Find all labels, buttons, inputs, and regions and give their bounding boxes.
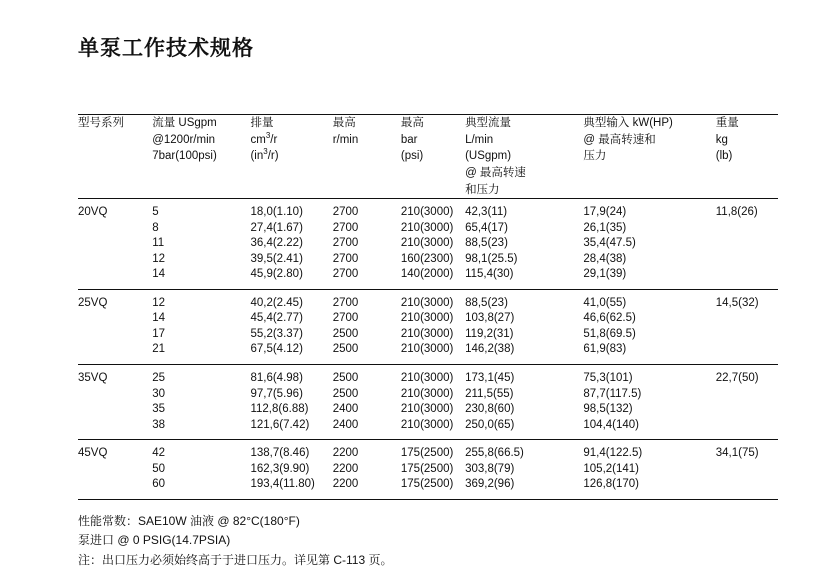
cell-model (78, 387, 152, 403)
cell-typical-input: 41,0(55) (583, 289, 715, 311)
cell-model (78, 477, 152, 499)
cell-displacement: 162,3(9.90) (250, 462, 310, 475)
cell-flow: 21 (152, 343, 165, 356)
cell-typical-flow: 146,2(38) (465, 343, 515, 356)
cell-typical-flow: 98,1(25.5) (465, 252, 518, 265)
cell-model: 45VQ (78, 440, 152, 462)
cell-max-bar: 210(3000) (401, 365, 465, 387)
cell-max-rpm: 2500 (332, 327, 359, 340)
cell-max-bar: 175(2500) (401, 440, 465, 462)
header-weight: 重量 kg (lb) (716, 115, 778, 199)
table-row (78, 342, 778, 364)
cell-max-rpm: 2700 (332, 252, 359, 265)
cell-typical-flow: 211,5(55) (465, 387, 514, 400)
cell-weight: 22,7(50) (716, 365, 778, 440)
cell-flow: 38 (152, 418, 165, 431)
cell-model (78, 311, 152, 327)
note-line: 性能常数：SAE10W 油液 @ 82°C(180°F) (78, 513, 300, 528)
cell-max-bar: 210(3000) (400, 327, 454, 340)
cell-typical-flow: 103,8(27) (465, 312, 515, 325)
table-body (78, 199, 778, 499)
table-row (78, 418, 778, 440)
cell-flow: 12 (152, 252, 165, 265)
cell-model (78, 418, 152, 440)
cell-max-rpm: 2400 (332, 403, 359, 416)
cell-typical-flow: 255,8(66.5) (465, 440, 583, 462)
cell-max-bar: 210(3000) (400, 237, 454, 250)
cell-max-bar: 175(2500) (400, 462, 454, 475)
cell-flow: 12 (152, 289, 250, 311)
table-header (78, 115, 778, 199)
table-row (78, 236, 778, 252)
cell-max-rpm: 2500 (332, 343, 359, 356)
cell-flow: 30 (152, 387, 165, 400)
cell-model: 25VQ (78, 289, 152, 311)
cell-weight: 11,8(26) (715, 206, 758, 219)
cell-flow: 42 (152, 440, 250, 462)
table-row (78, 221, 778, 237)
header-max-rpm: 最高 r/min (333, 115, 401, 199)
cell-flow: 25 (152, 365, 250, 387)
cell-weight: 14,5(32) (716, 289, 778, 364)
cell-max-rpm: 2500 (333, 365, 401, 387)
cell-typical-flow: 42,3(11) (465, 206, 508, 219)
cell-typical-flow: 303,8(79) (465, 462, 515, 475)
header-displacement: 排量 $cm^3/r$ $(in^3/r)$ (250, 115, 332, 199)
note-line: 注：出口压力必须始终高于于进口压力。详见第 C-113 页。 (78, 553, 393, 568)
cell-displacement: 97,7(5.96) (250, 387, 303, 400)
cell-typical-input: 98,5(132) (583, 403, 633, 416)
cell-max-bar: 210(3000) (400, 343, 454, 356)
cell-max-rpm: 2400 (332, 418, 359, 431)
table-row (78, 289, 778, 311)
cell-displacement: 39,5(2.41) (250, 252, 303, 265)
cell-max-rpm: 2700 (332, 268, 359, 281)
cell-typical-input: 29,1(39) (583, 268, 627, 281)
page-title: 单泵工作技术规格 (78, 37, 254, 60)
cell-max-bar: 210(3000) (401, 289, 465, 311)
table-row (78, 477, 778, 499)
cell-typical-input: 87,7(117.5) (583, 387, 642, 400)
note-line: 泵进口 @ 0 PSIG(14.7PSIA) (78, 533, 231, 548)
cell-max-bar: 160(2300) (400, 252, 454, 265)
cell-displacement: 18,0(1.10) (250, 206, 303, 219)
cell-typical-flow: 119,2(31) (465, 327, 514, 340)
table-bottom-rule (78, 499, 778, 500)
cell-displacement: 138,7(8.46) (250, 440, 332, 462)
cell-typical-input: 26,1(35) (583, 221, 627, 234)
cell-max-rpm: 2200 (332, 462, 359, 475)
cell-model (78, 342, 152, 364)
cell-max-rpm: 2500 (332, 387, 359, 400)
cell-typical-flow: 88,5(23) (465, 237, 508, 250)
cell-typical-input: 17,9(24) (583, 206, 627, 219)
cell-model: 20VQ (78, 206, 108, 219)
cell-max-bar: 140(2000) (400, 268, 454, 281)
specification-table (78, 114, 778, 499)
cell-displacement: 36,4(2.22) (250, 237, 303, 250)
header-model: 型号系列 (78, 115, 152, 199)
cell-max-rpm: 2700 (332, 221, 359, 234)
cell-max-bar: 210(3000) (400, 418, 454, 431)
cell-displacement: 193,4(11.80) (250, 478, 315, 491)
cell-typical-flow: 230,8(60) (465, 403, 515, 416)
cell-max-rpm: 2700 (332, 206, 359, 219)
cell-typical-flow: 369,2(96) (465, 478, 515, 491)
cell-typical-input: 35,4(47.5) (583, 237, 636, 250)
table-row (78, 387, 778, 403)
notes-block (78, 512, 768, 571)
header-typical-flow: 典型流量 L/min (USgpm) @ 最高转速 和压力 (465, 115, 583, 199)
cell-model (78, 221, 152, 237)
cell-max-bar: 175(2500) (400, 478, 454, 491)
header-max-bar: 最高 bar (psi) (401, 115, 465, 199)
cell-typical-input: 91,4(122.5) (583, 440, 715, 462)
cell-max-rpm: 2200 (332, 478, 359, 491)
cell-typical-flow: 88,5(23) (465, 289, 583, 311)
table-row (78, 327, 778, 343)
cell-typical-input: 75,3(101) (583, 365, 715, 387)
table-row (78, 440, 778, 462)
cell-typical-input: 46,6(62.5) (583, 312, 636, 325)
cell-model (78, 402, 152, 418)
cell-displacement: 81,6(4.98) (250, 365, 332, 387)
cell-model (78, 236, 152, 252)
cell-flow: 14 (152, 268, 165, 281)
table-header-row (78, 115, 778, 199)
cell-flow: 17 (152, 327, 165, 340)
cell-flow: 5 (152, 206, 159, 219)
cell-flow: 60 (152, 478, 165, 491)
cell-max-rpm: 2700 (332, 312, 359, 325)
document-page (0, 32, 828, 587)
cell-max-bar: 210(3000) (400, 221, 454, 234)
cell-flow: 14 (152, 312, 165, 325)
cell-model: 35VQ (78, 365, 152, 387)
cell-max-rpm: 2700 (332, 237, 359, 250)
cell-typical-flow: 115,4(30) (465, 268, 514, 281)
header-typical-input: 典型输入 kW(HP) @ 最高转速和 压力 (583, 115, 715, 199)
cell-typical-flow: 65,4(17) (465, 221, 508, 234)
cell-model (78, 267, 152, 289)
cell-max-rpm: 2200 (333, 440, 401, 462)
cell-displacement: 67,5(4.12) (250, 343, 303, 356)
cell-typical-flow: 173,1(45) (465, 365, 583, 387)
header-flow: 流量 USgpm @1200r/min 7bar(100psi) (152, 115, 250, 199)
cell-flow: 11 (152, 237, 165, 250)
cell-flow: 35 (152, 403, 165, 416)
cell-model (78, 252, 152, 268)
cell-typical-input: 61,9(83) (583, 343, 627, 356)
cell-typical-flow: 250,0(65) (465, 418, 515, 431)
cell-displacement: 55,2(3.37) (250, 327, 303, 340)
cell-displacement: 112,8(6.88) (250, 403, 309, 416)
cell-displacement: 45,4(2.77) (250, 312, 303, 325)
table-row (78, 402, 778, 418)
cell-max-bar: 210(3000) (400, 403, 454, 416)
cell-typical-input: 28,4(38) (583, 252, 627, 265)
cell-model (78, 462, 152, 478)
cell-max-bar: 210(3000) (400, 312, 454, 325)
cell-typical-input: 105,2(141) (583, 462, 640, 475)
cell-max-rpm: 2700 (333, 289, 401, 311)
cell-max-bar: 210(3000) (400, 387, 454, 400)
cell-max-bar: 210(3000) (400, 206, 454, 219)
table-row (78, 252, 778, 268)
cell-typical-input: 126,8(170) (583, 478, 640, 491)
cell-weight: 34,1(75) (716, 440, 778, 499)
table-row (78, 462, 778, 478)
cell-displacement: 121,6(7.42) (250, 418, 310, 431)
cell-model (78, 327, 152, 343)
cell-flow: 50 (152, 462, 165, 475)
cell-displacement: 40,2(2.45) (250, 289, 332, 311)
cell-typical-input: 104,4(140) (583, 418, 640, 431)
cell-flow: 8 (152, 221, 159, 234)
table-row (78, 199, 778, 221)
cell-displacement: 45,9(2.80) (250, 268, 303, 281)
cell-displacement: 27,4(1.67) (250, 221, 303, 234)
table-row (78, 311, 778, 327)
table-row (78, 365, 778, 387)
cell-typical-input: 51,8(69.5) (583, 327, 636, 340)
table-row (78, 267, 778, 289)
